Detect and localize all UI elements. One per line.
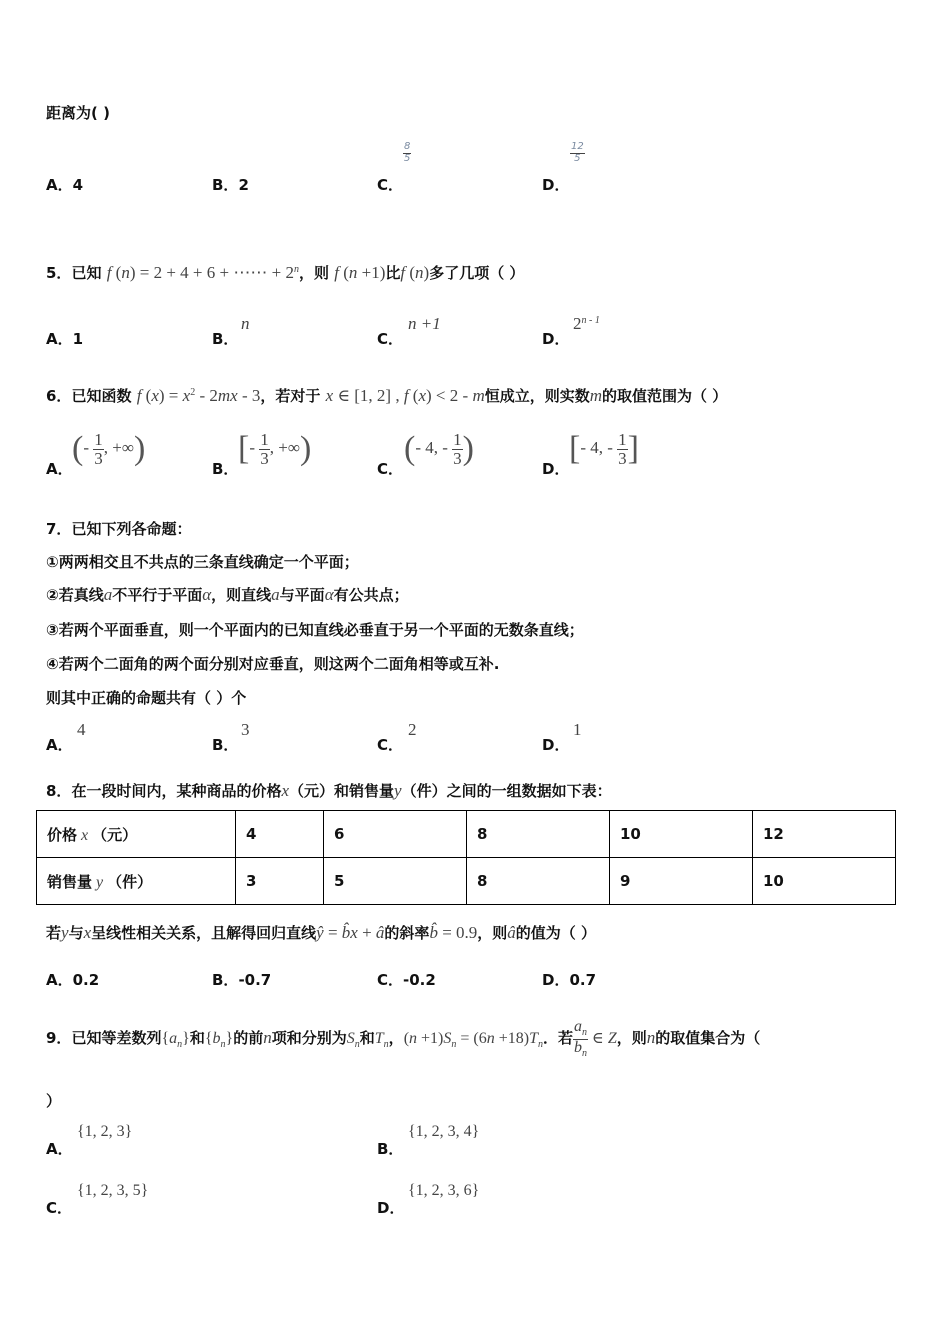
table-cell: 10 — [753, 858, 896, 905]
q5-formula-fn-2: f (n) — [400, 263, 430, 282]
table-cell: 12 — [753, 811, 896, 858]
q7-statement-2: ②若真线a不平行于平面α，则直线a与平面α有公共点； — [46, 585, 409, 604]
q6-option-d-label: D． — [542, 460, 570, 478]
q9-option-d-label: D． — [377, 1199, 405, 1217]
q7-option-c-value: 2 — [408, 720, 417, 739]
q5-option-b-label: B． — [212, 330, 239, 348]
table-cell: 4 — [236, 811, 324, 858]
q6-option-a-label: A． — [46, 460, 73, 478]
q4-option-d-fraction: $\frac{12}{5}$ — [571, 141, 584, 164]
q7-statement-3: ③若两个平面垂直，则一个平面内的已知直线必垂直于另一个平面的无数条直线； — [46, 621, 584, 639]
q7-option-b-value: 3 — [241, 720, 250, 739]
table-cell: 3 — [236, 858, 324, 905]
table-cell: 10 — [610, 811, 753, 858]
q9-option-a-value: {1, 2, 3} — [77, 1123, 133, 1140]
q8-slope: b̂ = 0.9 — [429, 923, 478, 942]
q8-condition: 若y与x呈线性相关关系，且解得回归直线ŷ = b̂x + â的斜率b̂ = 0.9，则â的值为（ ） — [46, 923, 597, 942]
table-cell: 9 — [610, 858, 753, 905]
q7-option-c-label: C． — [377, 736, 404, 754]
table-cell: 8 — [467, 811, 610, 858]
q5-option-d-value: 2$^{n - 1}$ — [573, 314, 600, 333]
q4-stem: 距离为( ) — [46, 104, 110, 122]
q7-option-a-label: A． — [46, 736, 73, 754]
q9-closing-paren: ） — [46, 1092, 62, 1110]
table-header-price: 价格 x （元） — [37, 811, 236, 858]
q8-regression-formula: ŷ = b̂x + â — [316, 923, 385, 942]
q4-option-c-label: C． — [377, 176, 404, 194]
q4-option-b: B．2 — [212, 176, 249, 194]
q4-option-d-label: D． — [542, 176, 570, 194]
q4-option-a: A．4 — [46, 176, 84, 194]
q5-option-a: A．1 — [46, 330, 84, 348]
q7-statement-1: ①两两相交且不共点的三条直线确定一个平面； — [46, 553, 359, 571]
table-cell: 6 — [324, 811, 467, 858]
q8-data-table — [36, 810, 896, 905]
q9-stem: 9．已知等差数列$\{a_n\}$和$\{b_n\}$的前n项和分别为$S_n$和$T_n$，$(n +1)S_n = (6n +18)T_n$．若 $\frac{a_n}{b_n}$ ∈ Z，则n的取值集合为（ — [46, 1018, 761, 1059]
q7-option-d-value: 1 — [573, 720, 582, 739]
q6-option-b-label: B． — [212, 460, 239, 478]
table-cell: 8 — [467, 858, 610, 905]
q6-stem: 6．已知函数 f $(x) = x^2 - 2mx - 3$，若对于 x ∈ [1, 2] , f (x) < 2 - m恒成立，则实数m的取值范围为（ ） — [46, 386, 728, 405]
q7-intro: 7．已知下列各命题： — [46, 520, 192, 538]
q6-option-a-value: (- $\frac{1}{3}$ , +∞) — [72, 429, 146, 468]
q6-formula-f: f $(x) = x^2 - 2mx - 3$ — [136, 386, 261, 405]
q8-option-b: B．-0.7 — [212, 971, 272, 989]
q5-option-c-value: n +1 — [408, 314, 441, 333]
q7-option-a-value: 4 — [77, 720, 86, 739]
q6-option-c-value: (- 4, - $\frac{1}{3}$ ) — [404, 429, 474, 468]
q9-option-c-label: C． — [46, 1199, 73, 1217]
q5-formula-fn: f (n) = 2 + 4 + 6 + ⋯⋯ + $2^n$ — [106, 263, 299, 282]
q5-option-d-label: D． — [542, 330, 570, 348]
q5-option-b-value: n — [241, 314, 250, 333]
q8-option-c: C．-0.2 — [377, 971, 436, 989]
table-row — [37, 811, 896, 858]
q6-formula-cond: x ∈ [1, 2] , f (x) < 2 - m — [325, 386, 485, 405]
table-cell: 5 — [324, 858, 467, 905]
q7-option-d-label: D． — [542, 736, 570, 754]
q7-option-b-label: B． — [212, 736, 239, 754]
q9-option-d-value: {1, 2, 3, 6} — [408, 1182, 480, 1199]
q9-option-a-label: A． — [46, 1140, 73, 1158]
q9-option-b-value: {1, 2, 3, 4} — [408, 1123, 480, 1140]
q8-option-d: D．0.7 — [542, 971, 597, 989]
q5-stem: 5．已知 f (n) = 2 + 4 + 6 + ⋯⋯ + $2^n$，则 f (n +1)比f (n)多了几项（ ） — [46, 263, 525, 282]
table-row — [37, 858, 896, 905]
q6-option-b-value: [- $\frac{1}{3}$ , +∞) — [238, 429, 312, 468]
q8-option-a: A．0.2 — [46, 971, 100, 989]
q7-question: 则其中正确的命题共有（ ）个 — [46, 689, 247, 707]
q6-option-c-label: C． — [377, 460, 404, 478]
q9-option-b-label: B． — [377, 1140, 404, 1158]
q7-statement-4: ④若两个二面角的两个面分别对应垂直，则这两个二面角相等或互补. — [46, 655, 500, 673]
q8-stem: 8．在一段时间内，某种商品的价格x（元）和销售量y（件）之间的一组数据如下表： — [46, 781, 612, 800]
q9-option-c-value: {1, 2, 3, 5} — [77, 1182, 149, 1199]
table-header-sales: 销售量 y （件） — [37, 858, 236, 905]
q5-formula-fn1: f (n +1) — [334, 263, 386, 282]
q6-var-m: m — [589, 386, 603, 405]
q4-option-c-fraction: $\frac{8}{5}$ — [404, 141, 411, 164]
q6-option-d-value: [- 4, - $\frac{1}{3}$ ] — [569, 429, 639, 468]
q5-option-c-label: C． — [377, 330, 404, 348]
